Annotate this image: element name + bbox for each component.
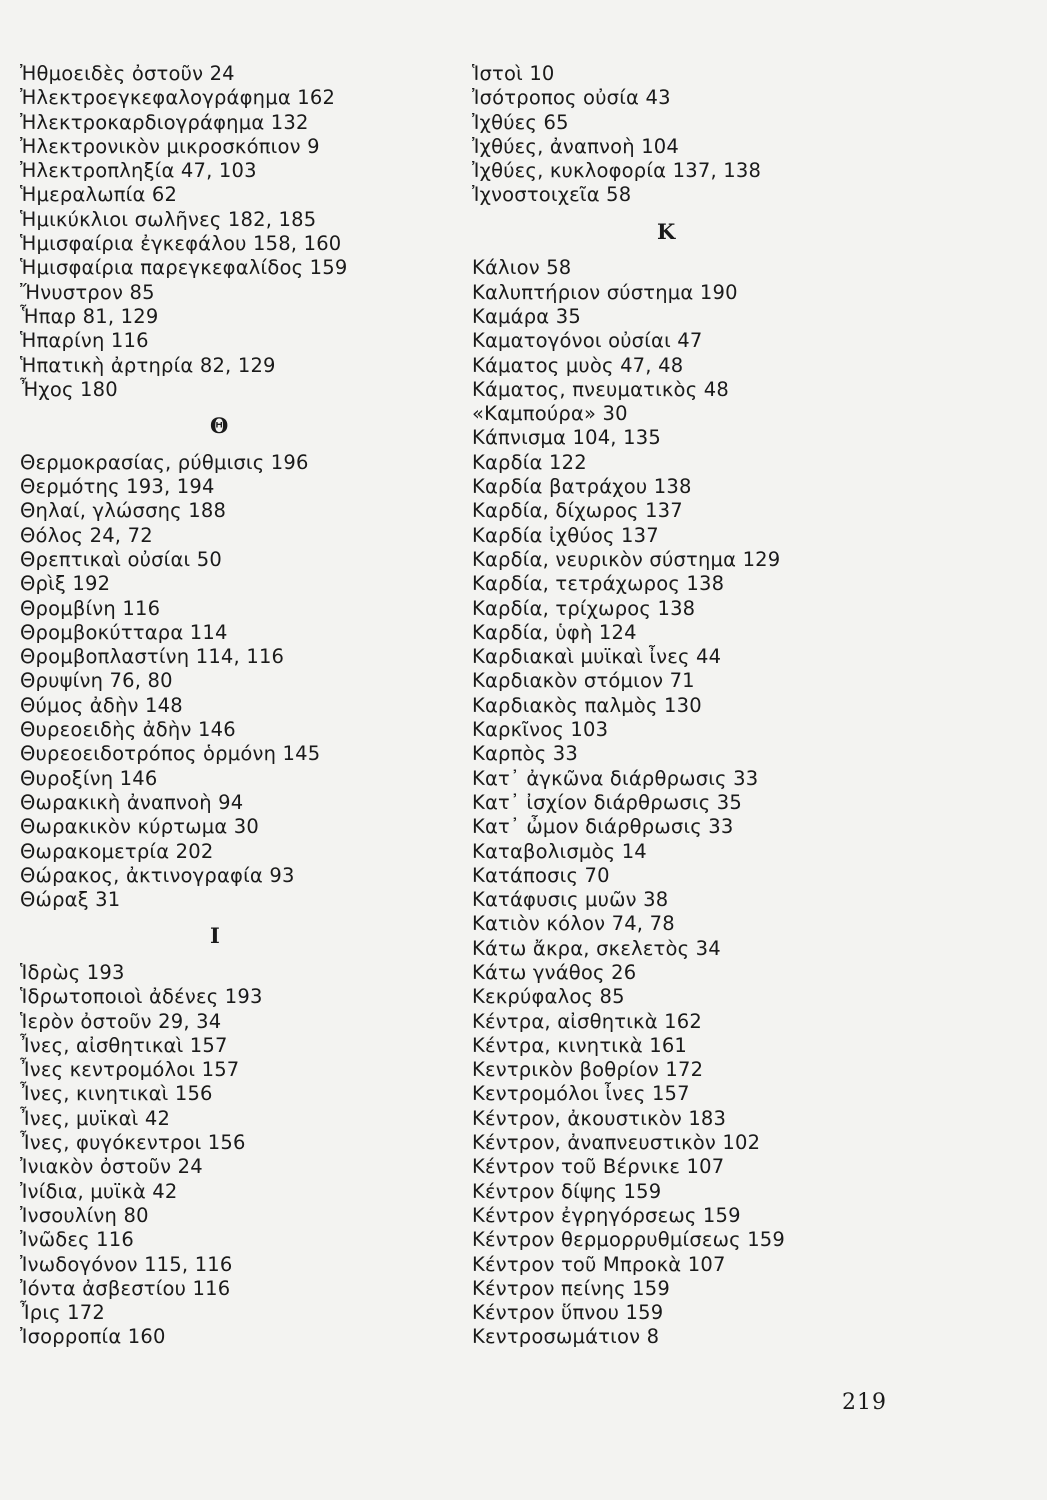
index-entry: Ἡμισφαίρια ἐγκεφάλου 158, 160 [20,232,342,256]
index-entry: Κέντρον θερμορρυθμίσεως 159 [472,1228,786,1252]
index-entry: Θηλαί, γλώσσης 188 [20,499,227,523]
index-entry: Ἠλεκτρονικὸν μικροσκόπιον 9 [20,134,320,158]
index-entry: Ἰσορροπία 160 [20,1325,166,1349]
index-entry: Ἰόντα ἀσβεστίου 116 [20,1276,231,1300]
index-entry: Ἦχος 180 [20,377,118,401]
index-entry: Ἰχθύες 65 [472,110,569,134]
index-entry: Ἠλεκτροκαρδιογράφημα 132 [20,110,309,134]
index-entry: Ἶνες, μυϊκαὶ 42 [20,1106,171,1130]
index-entry: Καρδία ἰχθύος 137 [472,523,659,547]
left-index-column [20,62,440,1350]
index-entry: Κεκρύφαλος 85 [472,985,625,1009]
index-entry: Ἱδρωτοποιοὶ ἀδένες 193 [20,985,263,1009]
page-number: 219 [842,1390,887,1415]
index-entry: Κεντρικὸν βοθρίον 172 [472,1058,704,1082]
index-entry: Ἠλεκτροεγκεφαλογράφημα 162 [20,86,336,110]
index-entry: Κατάφυσις μυῶν 38 [472,888,669,912]
index-entry: Ἶνες, φυγόκεντροι 156 [20,1131,246,1155]
index-entry: Ἤνυστρον 85 [20,280,155,304]
index-entry: Κέντρον δίψης 159 [472,1179,662,1203]
index-entry: Κάπνισμα 104, 135 [472,426,661,450]
index-entry: Θρομβίνη 116 [20,596,161,620]
index-entry: Ἰχθύες, κυκλοφορία 137, 138 [472,159,762,183]
index-entry: Κατ᾽ ὦμον διάρθρωσις 33 [472,815,734,839]
index-entry: Κατάποσις 70 [472,863,610,887]
section-letter-heading: Κ [657,218,676,244]
index-entry: Καρδία, δίχωρος 137 [472,499,683,523]
index-entry: Ἱστοὶ 10 [472,62,555,85]
index-entry: Ἶνες, κινητικαὶ 156 [20,1082,213,1106]
section-letter-heading: Ι [210,923,220,949]
index-entry: Θερμοκρασίας, ρύθμισις 196 [20,450,309,474]
index-entry: Καρδία, νευρικὸν σύστημα 129 [472,547,781,571]
index-entry: Θρεπτικαὶ οὐσίαι 50 [20,547,222,571]
index-entry: Ἡπαρίνη 116 [20,329,149,353]
index-entry: Καρδιακαὶ μυϊκαὶ ἶνες 44 [472,645,722,669]
index-entry: Ἰχθύες, ἀναπνοὴ 104 [472,134,680,158]
index-entry: Κέντρον, ἀναπνευστικὸν 102 [472,1131,761,1155]
index-entry: Καρδιακὸς παλμὸς 130 [472,693,702,717]
index-entry: Καρκῖνος 103 [472,718,609,742]
index-entry: Ἶνες, αἰσθητικαὶ 157 [20,1033,228,1057]
index-entry: Καρπὸς 33 [472,742,578,766]
index-entry: Ἧπαρ 81, 129 [20,304,159,328]
index-entry: Θυρεοειδοτρόπος ὁρμόνη 145 [20,742,321,766]
index-entry: Θώρακος, ἀκτινογραφία 93 [20,863,295,887]
section-letter-heading: Θ [210,413,229,439]
index-entry: Θύμος ἀδὴν 148 [20,693,183,717]
index-entry: Θωρακικὴ ἀναπνοὴ 94 [20,790,244,814]
index-entry: Θωρακομετρία 202 [20,839,214,863]
index-entry: Καλυπτήριον σύστημα 190 [472,280,738,304]
index-entry: Κέντρον τοῦ Μπροκὰ 107 [472,1252,726,1276]
index-entry: Κέντρα, αἰσθητικὰ 162 [472,1009,702,1033]
index-entry: Καρδία βατράχου 138 [472,475,692,499]
index-entry: Καματογόνοι οὐσίαι 47 [472,329,703,353]
index-entry: Θυροξίνη 146 [20,766,158,790]
index-entry: Καρδία, τρίχωρος 138 [472,596,696,620]
index-entry: Θωρακικὸν κύρτωμα 30 [20,815,260,839]
index-entry: Θρυψίνη 76, 80 [20,669,173,693]
index-entry: Κέντρον ἐγρηγόρσεως 159 [472,1203,741,1227]
index-entry: Ἶνες κεντρομόλοι 157 [20,1058,240,1082]
index-entry: Κεντρομόλοι ἶνες 157 [472,1082,690,1106]
right-index-column [472,62,932,1350]
index-entry: Ἡμικύκλιοι σωλῆνες 182, 185 [20,207,317,231]
index-entry: Θρομβοπλαστίνη 114, 116 [20,645,285,669]
index-entry: Καρδία, τετράχωρος 138 [472,572,725,596]
index-entry: Ἱδρὼς 193 [20,960,125,984]
index-entry: Κατιὸν κόλον 74, 78 [472,912,675,936]
index-entry: Ἰνιακὸν ὀστοῦν 24 [20,1155,203,1179]
index-entry: Ἡμεραλωπία 62 [20,183,178,207]
index-entry: Καρδία 122 [472,450,587,474]
index-entry: Ἰσότροπος οὐσία 43 [472,86,671,110]
index-entry: Κέντρον, ἀκουστικὸν 183 [472,1106,727,1130]
index-entry: Κέντρον ὕπνου 159 [472,1301,664,1325]
index-entry: Κάματος μυὸς 47, 48 [472,353,684,377]
index-entry: Ἰνωδογόνον 115, 116 [20,1252,233,1276]
index-entry: Καρδία, ὑφὴ 124 [472,620,637,644]
index-entry: Θρομβοκύτταρα 114 [20,620,228,644]
index-entry: Καμάρα 35 [472,304,581,328]
index-entry: Κέντρα, κινητικὰ 161 [472,1033,688,1057]
index-entry: Ἶρις 172 [20,1301,105,1325]
index-entry: Ἰχνοστοιχεῖα 58 [472,183,632,207]
index-entry: Ἡμισφαίρια παρεγκεφαλίδος 159 [20,256,348,280]
index-entry: Θόλος 24, 72 [20,523,153,547]
index-entry: Κάτω ἄκρα, σκελετὸς 34 [472,936,721,960]
index-entry: Θυρεοειδὴς ἀδὴν 146 [20,718,236,742]
index-entry: Ἠθμοειδὲς ὀστοῦν 24 [20,62,235,85]
index-entry: «Καμπούρα» 30 [472,402,628,426]
index-entry: Θρὶξ 192 [20,572,111,596]
index-entry: Θερμότης 193, 194 [20,475,215,499]
index-entry: Ἰνῶδες 116 [20,1228,134,1252]
index-entry: Θώραξ 31 [20,888,121,912]
index-entry: Ἰνίδια, μυϊκὰ 42 [20,1179,178,1203]
index-entry: Καρδιακὸν στόμιον 71 [472,669,695,693]
index-entry: Ἡπατικὴ ἀρτηρία 82, 129 [20,353,276,377]
index-entry: Κέντρον πείνης 159 [472,1276,670,1300]
index-entry: Ἱερὸν ὀστοῦν 29, 34 [20,1009,222,1033]
index-entry: Κάτω γνάθος 26 [472,960,637,984]
index-entry: Καταβολισμὸς 14 [472,839,647,863]
index-entry: Κατ᾽ ἀγκῶνα διάρθρωσις 33 [472,766,759,790]
index-entry: Κάματος, πνευματικὸς 48 [472,377,729,401]
index-entry: Ἠλεκτροπληξία 47, 103 [20,159,257,183]
index-entry: Κατ᾽ ἰσχίον διάρθρωσις 35 [472,790,742,814]
index-entry: Ἰνσουλίνη 80 [20,1203,149,1227]
index-entry: Κεντροσωμάτιον 8 [472,1325,660,1349]
index-entry: Κάλιον 58 [472,256,572,280]
index-entry: Κέντρον τοῦ Βέρνικε 107 [472,1155,725,1179]
